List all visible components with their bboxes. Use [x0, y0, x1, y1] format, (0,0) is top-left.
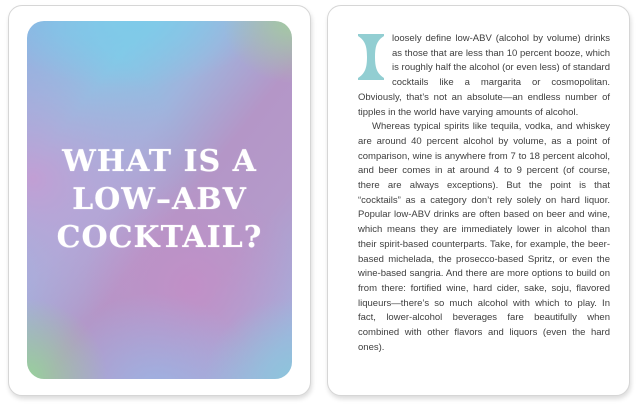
title-line-2: LOW–ABV — [72, 182, 247, 217]
body-text — [358, 32, 610, 355]
title-line-3: COCKTAIL? — [56, 220, 263, 255]
paragraph-1: loosely define low-ABV (alcohol by volume) drinks as those that are less than 10 percent booze, which is roughly half the alcohol (or even less) of standard cocktails like a margarita or cosmopolitan. Obviously, that’s not an absolute—an endless number of tipples in the world have varying amounts of alcohol. — [358, 33, 610, 118]
right-page — [327, 5, 630, 396]
title-line-1: WHAT IS A — [62, 144, 257, 179]
page-title — [57, 143, 263, 257]
left-page — [8, 5, 311, 396]
gradient-title-panel — [27, 21, 292, 379]
drop-cap-letter-i-icon — [358, 34, 384, 80]
paragraph-2: Whereas typical spirits like tequila, vodka, and whiskey are around 40 percent alcohol by volume, as a point of comparison, wine is anywhere from 7 to 18 percent alcohol, and beer comes in at around 4 to 9 percent (of course, there are always exceptions). But the point is that “cocktails” as a category don’t rely solely on hard liquor. Popular low-ABV drinks are often based on beer and wine, which means they are immediately lower in alcohol than their spirit-based counterparts. Take, for example, the beer-based michelada, the prosecco-based Spritz, or even the wine-based sangria. And there are more options to build on from there: fortified wine, hard cider, sake, soju, flavored liqueurs—there’s so much alcohol with which to play. In fact, lower-alcohol beverages fare beautifully when combined with other flavors and liquors (even the hard ones). — [358, 121, 610, 353]
